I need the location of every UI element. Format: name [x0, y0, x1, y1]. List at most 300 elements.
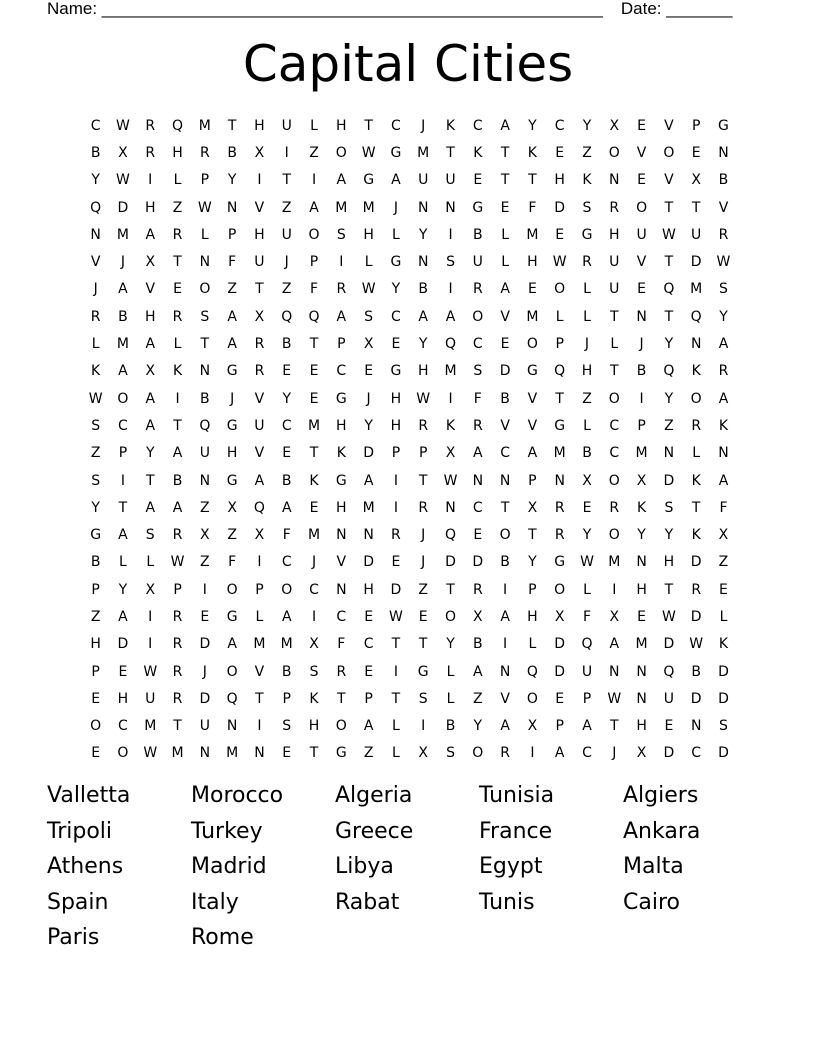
grid-letter: I [421, 718, 426, 735]
grid-letter: L [501, 226, 509, 243]
grid-letter: N [417, 199, 429, 216]
grid-letter: X [309, 636, 319, 653]
grid-letter: L [583, 417, 591, 434]
grid-letter: E [637, 172, 647, 189]
grid-letter: Z [473, 690, 483, 707]
grid-letter: V [254, 390, 265, 407]
grid-letter: U [145, 690, 156, 707]
grid-letter: O [472, 745, 484, 762]
grid-letter: V [500, 417, 510, 434]
grid-letter: F [337, 636, 346, 653]
grid-letter: M [198, 117, 211, 134]
grid-letter: K [636, 499, 647, 516]
grid-letter: L [555, 308, 564, 325]
grid-letter: R [336, 281, 347, 298]
grid-letter: C [472, 117, 483, 134]
grid-letter: G [226, 363, 238, 380]
grid-letter: T [200, 336, 210, 353]
grid-letter: N [499, 472, 511, 489]
grid-letter: Y [227, 172, 237, 189]
grid-letter: O [526, 336, 538, 353]
grid-row [82, 248, 738, 275]
word-bank-item: Algiers [623, 783, 699, 808]
grid-letter: X [445, 445, 456, 462]
grid-letter: O [499, 527, 511, 544]
grid-letter: O [226, 663, 238, 680]
grid-letter: D [499, 363, 511, 380]
grid-letter: U [445, 172, 456, 189]
grid-letter: E [473, 527, 483, 544]
grid-letter: C [336, 608, 347, 625]
grid-row [82, 358, 738, 385]
grid-letter: L [364, 254, 373, 271]
grid-letter: H [636, 718, 647, 735]
grid-letter: A [281, 608, 292, 625]
grid-letter: M [335, 199, 348, 216]
grid-letter: Q [281, 308, 293, 325]
grid-letter: Z [582, 144, 592, 161]
grid-row [82, 467, 738, 494]
grid-letter: I [393, 499, 398, 516]
grid-letter: Y [91, 499, 100, 516]
grid-letter: Z [227, 281, 237, 298]
grid-letter: T [337, 690, 346, 707]
grid-letter: A [227, 308, 237, 325]
grid-letter: R [145, 144, 156, 161]
grid-row [82, 276, 738, 303]
grid-letter: L [528, 636, 537, 653]
grid-letter: A [118, 363, 128, 380]
word-bank-item: Morocco [191, 783, 284, 808]
grid-letter: E [309, 499, 319, 516]
grid-letter: J [230, 390, 235, 407]
grid-letter: Q [444, 336, 457, 353]
grid-letter: N [336, 527, 347, 544]
grid-letter: L [446, 663, 455, 680]
grid-letter: R [172, 226, 183, 243]
grid-letter: D [718, 690, 729, 707]
grid-letter: U [199, 718, 210, 735]
grid-letter: H [609, 226, 620, 243]
grid-letter: K [445, 117, 456, 134]
grid-letter: O [90, 718, 102, 735]
word-bank-item: Egypt [479, 854, 543, 880]
grid-letter: T [145, 472, 155, 489]
grid-letter: N [254, 745, 265, 762]
grid-letter: T [418, 472, 428, 489]
grid-letter: U [691, 226, 702, 243]
grid-letter: Y [364, 417, 373, 434]
grid-letter: D [390, 581, 402, 598]
grid-letter: Q [308, 308, 320, 325]
grid-letter: L [719, 608, 728, 625]
grid-letter: S [664, 499, 674, 516]
grid-letter: A [336, 172, 347, 189]
grid-letter: H [527, 608, 538, 625]
grid-letter: P [637, 417, 646, 434]
grid-letter: J [421, 554, 426, 571]
grid-letter: A [500, 117, 510, 134]
grid-letter: Q [172, 117, 184, 134]
grid-letter: B [418, 281, 429, 298]
word-search-grid [82, 112, 738, 767]
grid-letter: J [120, 254, 126, 271]
grid-letter: P [555, 718, 564, 735]
grid-letter: Q [526, 663, 538, 680]
grid-letter: R [254, 336, 265, 353]
grid-letter: Y [418, 226, 428, 243]
grid-letter: O [117, 390, 129, 407]
grid-letter: P [555, 336, 564, 353]
grid-letter: P [173, 581, 182, 598]
grid-letter: T [173, 718, 182, 735]
grid-letter: E [282, 445, 292, 462]
grid-letter: L [392, 718, 400, 735]
grid-letter: T [309, 445, 319, 462]
grid-letter: V [336, 554, 347, 571]
grid-letter: A [363, 718, 374, 735]
grid-letter: D [663, 472, 675, 489]
grid-letter: G [335, 745, 347, 762]
grid-letter: R [500, 745, 510, 762]
grid-letter: Y [418, 336, 428, 353]
grid-letter: M [444, 363, 457, 380]
grid-letter: W [197, 199, 212, 216]
grid-letter: Q [581, 636, 593, 653]
grid-letter: Y [719, 308, 728, 325]
grid-letter: R [418, 499, 429, 516]
grid-letter: R [172, 636, 183, 653]
grid-letter: B [473, 226, 483, 243]
word-bank-item: Spain [47, 889, 109, 915]
grid-letter: W [716, 254, 731, 271]
grid-letter: B [582, 445, 592, 462]
grid-letter: T [255, 281, 264, 298]
grid-letter: H [144, 308, 156, 325]
grid-letter: W [661, 226, 676, 243]
word-bank-item: Tripoli [47, 818, 113, 844]
grid-letter: T [364, 117, 373, 134]
grid-letter: N [417, 254, 429, 271]
grid-letter: W [88, 390, 103, 407]
grid-letter: T [555, 390, 564, 407]
grid-letter: N [226, 199, 238, 216]
grid-letter: E [309, 390, 319, 407]
grid-letter: B [227, 144, 237, 161]
grid-letter: A [145, 390, 156, 407]
grid-letter: K [91, 363, 101, 380]
grid-letter: V [527, 417, 538, 434]
grid-letter: E [719, 581, 728, 598]
grid-row [82, 440, 738, 467]
grid-row [82, 658, 738, 685]
grid-letter: W [388, 608, 403, 625]
grid-letter: O [663, 144, 675, 161]
grid-letter: A [118, 527, 128, 544]
grid-letter: P [528, 472, 537, 489]
grid-letter: A [582, 718, 592, 735]
grid-letter: J [311, 554, 317, 571]
grid-letter: I [148, 608, 153, 625]
word-bank-item: Greece [335, 818, 414, 844]
grid-letter: D [554, 636, 566, 653]
grid-letter: W [689, 636, 704, 653]
grid-letter: H [144, 199, 156, 216]
grid-letter: T [664, 254, 674, 271]
grid-letter: Z [582, 390, 592, 407]
grid-letter: M [280, 636, 293, 653]
grid-letter: J [202, 663, 207, 680]
grid-letter: V [500, 690, 510, 707]
grid-letter: N [636, 308, 647, 325]
grid-letter: W [143, 745, 158, 762]
grid-letter: W [580, 554, 594, 571]
grid-letter: U [663, 690, 674, 707]
grid-letter: P [118, 445, 128, 462]
grid-letter: G [472, 199, 484, 216]
grid-letter: A [172, 445, 183, 462]
grid-letter: W [361, 144, 376, 161]
word-bank-item: Italy [191, 889, 239, 915]
grid-letter: K [473, 144, 483, 161]
grid-letter: X [145, 581, 156, 598]
grid-letter: R [418, 417, 429, 434]
grid-letter: J [639, 336, 644, 353]
grid-letter: R [609, 199, 620, 216]
grid-letter: X [200, 527, 210, 544]
grid-letter: M [417, 144, 430, 161]
grid-letter: M [226, 745, 239, 762]
grid-letter: P [91, 581, 100, 598]
grid-letter: E [200, 608, 210, 625]
grid-letter: A [145, 499, 156, 516]
grid-letter: B [118, 308, 128, 325]
grid-letter: U [199, 445, 210, 462]
grid-letter: L [255, 608, 264, 625]
grid-letter: N [199, 472, 211, 489]
grid-letter: M [526, 308, 539, 325]
word-bank [47, 778, 777, 956]
grid-letter: X [473, 608, 483, 625]
grid-letter: A [718, 472, 729, 489]
grid-letter: R [718, 226, 729, 243]
grid-letter: R [145, 117, 156, 134]
grid-letter: A [281, 499, 292, 516]
grid-letter: S [282, 718, 292, 735]
grid-letter: I [257, 172, 262, 189]
grid-letter: F [228, 254, 237, 271]
grid-letter: G [390, 254, 402, 271]
grid-letter: Y [145, 445, 155, 462]
grid-letter: M [307, 527, 321, 544]
grid-letter: X [254, 527, 265, 544]
grid-letter: E [91, 745, 101, 762]
grid-letter: F [719, 499, 728, 516]
grid-letter: R [554, 527, 565, 544]
grid-letter: X [691, 172, 701, 189]
grid-letter: I [311, 608, 317, 625]
grid-letter: W [116, 117, 130, 134]
grid-letter: L [91, 336, 100, 353]
grid-letter: T [610, 308, 619, 325]
grid-letter: G [417, 663, 429, 680]
grid-letter: T [446, 581, 455, 598]
grid-letter: J [584, 336, 590, 353]
grid-letter: D [199, 690, 211, 707]
grid-letter: I [448, 281, 453, 298]
grid-row [82, 221, 738, 248]
grid-letter: T [309, 745, 319, 762]
grid-letter: B [500, 390, 510, 407]
grid-letter: Z [718, 554, 729, 571]
grid-letter: T [528, 527, 537, 544]
grid-letter: G [335, 472, 347, 489]
grid-letter: D [690, 690, 702, 707]
grid-letter: E [527, 281, 537, 298]
grid-letter: C [336, 363, 347, 380]
grid-letter: I [339, 254, 344, 271]
grid-letter: E [555, 144, 565, 161]
word-bank-item: France [479, 818, 553, 844]
grid-letter: B [473, 636, 483, 653]
grid-letter: H [336, 117, 347, 134]
grid-letter: K [691, 472, 701, 489]
grid-letter: S [145, 527, 155, 544]
grid-letter: H [336, 499, 347, 516]
grid-letter: T [500, 172, 510, 189]
grid-letter: T [664, 199, 674, 216]
grid-letter: H [581, 363, 593, 380]
grid-letter: T [664, 581, 674, 598]
grid-letter: E [555, 226, 565, 243]
grid-letter: X [254, 308, 265, 325]
grid-letter: F [228, 554, 237, 571]
grid-letter: A [500, 281, 510, 298]
grid-letter: E [282, 363, 292, 380]
grid-letter: F [582, 608, 592, 625]
grid-letter: D [445, 554, 456, 571]
grid-letter: O [335, 718, 347, 735]
grid-letter: P [309, 254, 319, 271]
grid-letter: B [200, 390, 210, 407]
grid-letter: E [391, 336, 401, 353]
grid-letter: B [500, 554, 510, 571]
grid-row [82, 494, 738, 521]
grid-row [82, 549, 738, 576]
grid-letter: I [448, 226, 453, 243]
grid-letter: L [610, 336, 619, 353]
grid-letter: T [664, 308, 674, 325]
grid-letter: P [418, 445, 428, 462]
grid-letter: M [307, 417, 321, 434]
grid-letter: J [421, 527, 426, 544]
grid-letter: S [719, 718, 728, 735]
grid-letter: X [718, 527, 729, 544]
grid-letter: D [554, 663, 566, 680]
header-line [47, 0, 732, 18]
grid-letter: V [664, 117, 674, 134]
date-field-label: Date: _______ [620, 0, 733, 18]
grid-letter: I [393, 663, 398, 680]
grid-letter: U [636, 226, 647, 243]
grid-letter: Y [637, 527, 646, 544]
grid-letter: S [582, 199, 592, 216]
grid-letter: M [116, 336, 129, 353]
grid-letter: E [418, 608, 428, 625]
grid-letter: A [118, 608, 128, 625]
grid-letter: K [445, 417, 456, 434]
grid-letter: O [335, 144, 347, 161]
grid-letter: K [582, 172, 592, 189]
grid-letter: X [582, 472, 592, 489]
grid-letter: K [718, 417, 729, 434]
grid-letter: N [609, 172, 620, 189]
grid-letter: R [172, 608, 183, 625]
grid-letter: A [527, 445, 538, 462]
grid-letter: L [119, 554, 127, 571]
grid-letter: R [472, 417, 483, 434]
word-bank-item: Tunis [479, 889, 535, 915]
grid-letter: W [607, 690, 622, 707]
grid-letter: H [363, 581, 374, 598]
grid-letter: X [118, 144, 128, 161]
grid-letter: M [362, 499, 375, 516]
grid-letter: I [448, 390, 453, 407]
grid-letter: G [90, 527, 102, 544]
grid-letter: E [173, 281, 182, 298]
grid-letter: I [120, 472, 126, 489]
grid-letter: M [362, 199, 375, 216]
grid-letter: E [364, 363, 374, 380]
grid-row [82, 685, 738, 712]
grid-letter: Z [281, 199, 292, 216]
grid-row [82, 740, 738, 767]
grid-letter: R [254, 363, 265, 380]
grid-letter: A [473, 445, 483, 462]
grid-letter: L [583, 308, 591, 325]
grid-letter: T [309, 336, 319, 353]
grid-letter: A [718, 390, 729, 407]
grid-letter: M [171, 745, 184, 762]
grid-letter: U [418, 172, 429, 189]
grid-letter: R [691, 581, 702, 598]
grid-letter: G [554, 554, 566, 571]
grid-letter: E [582, 499, 592, 516]
grid-letter: Z [200, 554, 210, 571]
grid-letter: I [202, 581, 207, 598]
grid-letter: B [90, 144, 101, 161]
grid-letter: W [116, 172, 130, 189]
grid-letter: N [554, 472, 565, 489]
grid-letter: X [554, 608, 565, 625]
grid-letter: C [609, 445, 620, 462]
grid-letter: H [254, 226, 265, 243]
grid-letter: Y [664, 390, 674, 407]
grid-letter: O [444, 608, 457, 625]
grid-letter: Q [444, 527, 457, 544]
grid-letter: F [473, 390, 482, 407]
grid-letter: E [691, 144, 701, 161]
grid-letter: F [309, 281, 319, 298]
grid-letter: J [612, 745, 617, 762]
grid-letter: A [227, 336, 237, 353]
grid-letter: N [636, 690, 647, 707]
grid-letter: G [390, 144, 402, 161]
grid-letter: T [500, 144, 510, 161]
grid-letter: V [636, 144, 647, 161]
grid-letter: E [364, 663, 374, 680]
grid-letter: R [554, 499, 565, 516]
